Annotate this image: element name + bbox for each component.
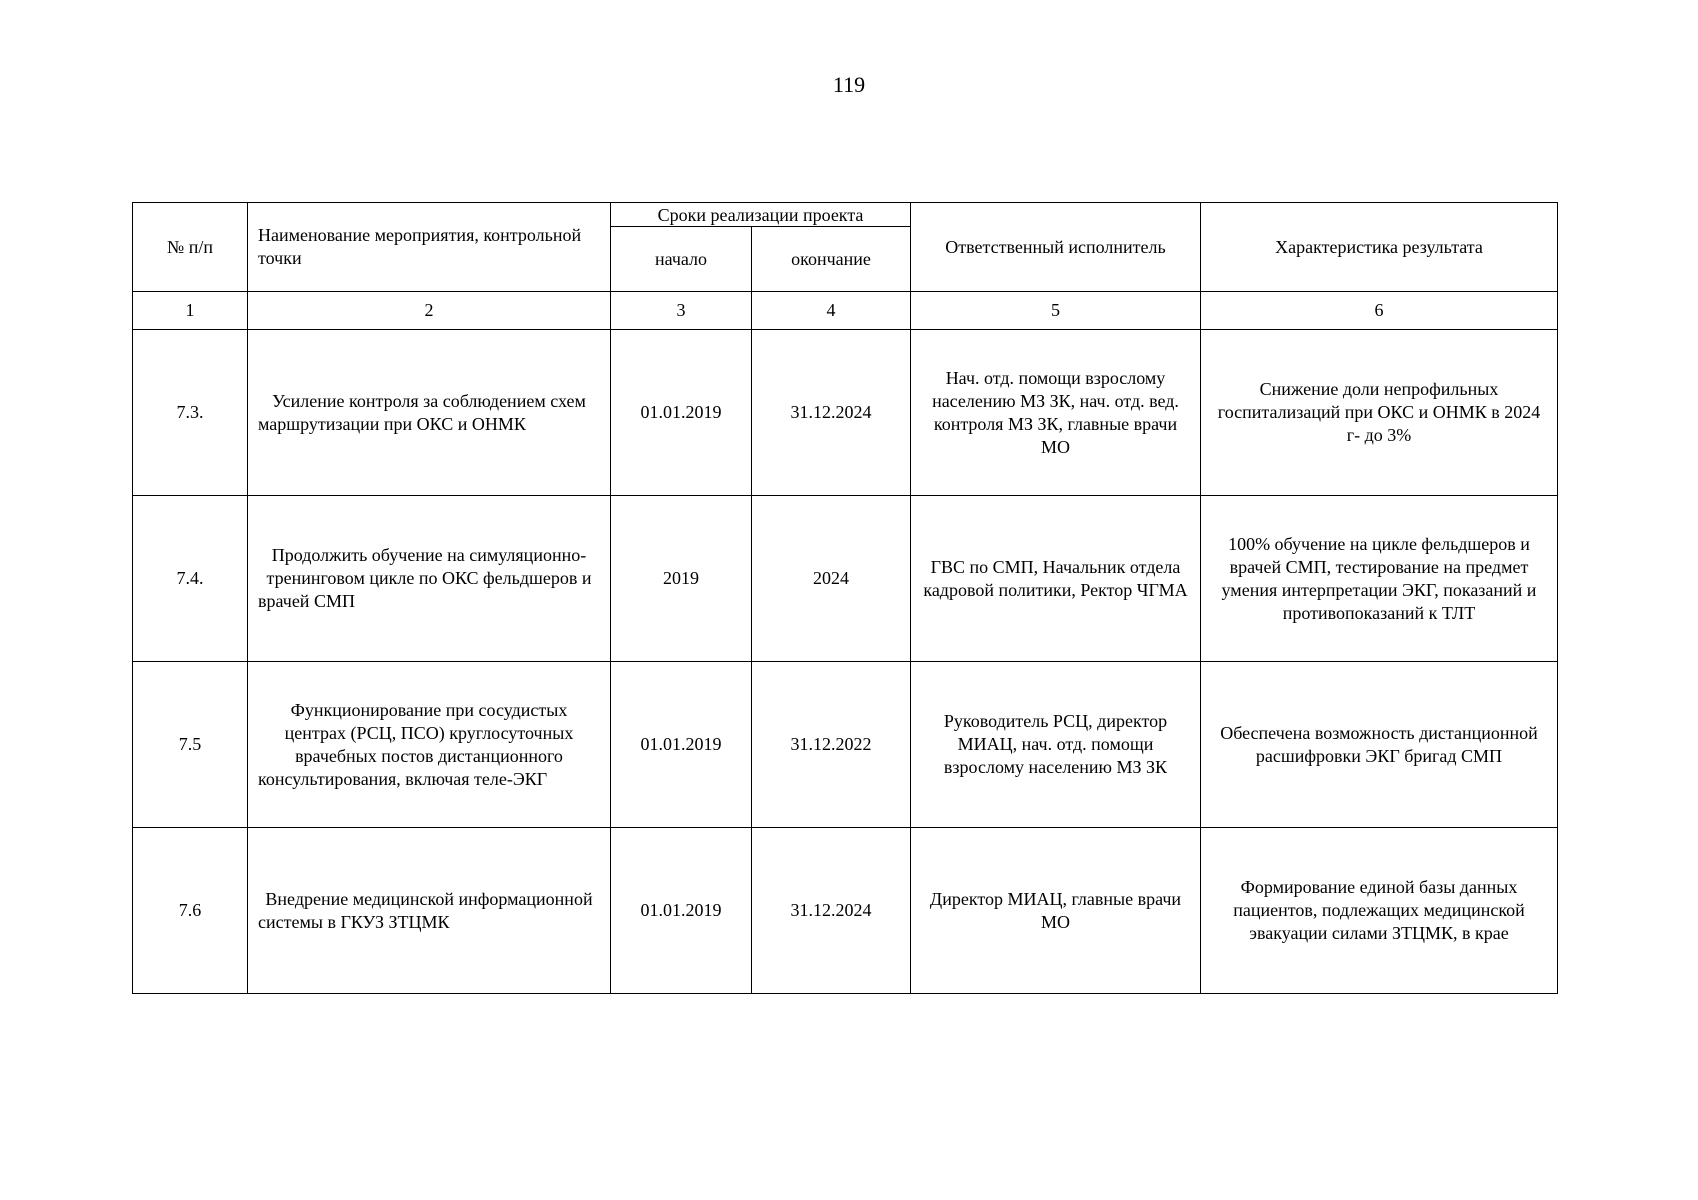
row-event-name: Внедрение медицинской информационной системы в ГКУЗ ЗТЦМК bbox=[248, 828, 611, 994]
row-result: Снижение доли непрофильных госпитализаций при ОКС и ОНМК в 2024 г- до 3% bbox=[1201, 330, 1558, 496]
table-header-row bbox=[133, 203, 1558, 227]
row-end-date: 31.12.2022 bbox=[752, 662, 911, 828]
table-row bbox=[133, 330, 1558, 496]
column-number: 2 bbox=[248, 292, 611, 330]
row-result: Формирование единой базы данных пациентов, подлежащих медицинской эвакуации силами ЗТЦМК, в крае bbox=[1201, 828, 1558, 994]
row-start-date: 01.01.2019 bbox=[611, 330, 752, 496]
row-start-date: 01.01.2019 bbox=[611, 828, 752, 994]
header-start: начало bbox=[611, 227, 752, 292]
header-number: № п/п bbox=[133, 203, 248, 292]
table-row bbox=[133, 662, 1558, 828]
row-event-name: Продолжить обучение на симуляционно-тренинговом цикле по ОКС фельдшеров и врачей СМП bbox=[248, 496, 611, 662]
header-responsible: Ответственный исполнитель bbox=[911, 203, 1201, 292]
row-responsible: Нач. отд. помощи взрослому населению МЗ ЗК, нач. отд. вед. контроля МЗ ЗК, главные врачи МО bbox=[911, 330, 1201, 496]
column-number: 1 bbox=[133, 292, 248, 330]
row-result: 100% обучение на цикле фельдшеров и врачей СМП, тестирование на предмет умения интерпретации ЭКГ, показаний и противопоказаний к ТЛТ bbox=[1201, 496, 1558, 662]
row-event-name: Функционирование при сосудистых центрах (РСЦ, ПСО) круглосуточных врачебных постов дистанционного консультирования, включая теле-ЭКГ bbox=[248, 662, 611, 828]
row-number: 7.6 bbox=[133, 828, 248, 994]
row-event-name: Усиление контроля за соблюдением схем маршрутизации при ОКС и ОНМК bbox=[248, 330, 611, 496]
row-number: 7.4. bbox=[133, 496, 248, 662]
column-number: 5 bbox=[911, 292, 1201, 330]
header-implementation-period: Сроки реализации проекта bbox=[611, 203, 911, 227]
column-number: 6 bbox=[1201, 292, 1558, 330]
table-row bbox=[133, 828, 1558, 994]
row-end-date: 31.12.2024 bbox=[752, 330, 911, 496]
table-row bbox=[133, 496, 1558, 662]
row-number: 7.5 bbox=[133, 662, 248, 828]
row-result: Обеспечена возможность дистанционной расшифровки ЭКГ бригад СМП bbox=[1201, 662, 1558, 828]
column-number: 4 bbox=[752, 292, 911, 330]
header-end: окончание bbox=[752, 227, 911, 292]
page-number: 119 bbox=[832, 72, 866, 97]
row-start-date: 2019 bbox=[611, 496, 752, 662]
row-responsible: Директор МИАЦ, главные врачи МО bbox=[911, 828, 1201, 994]
column-number: 3 bbox=[611, 292, 752, 330]
header-event-name: Наименование мероприятия, контрольной точки bbox=[248, 203, 611, 292]
row-start-date: 01.01.2019 bbox=[611, 662, 752, 828]
project-plan-table bbox=[132, 202, 1558, 994]
header-result: Характеристика результата bbox=[1201, 203, 1558, 292]
row-end-date: 2024 bbox=[752, 496, 911, 662]
column-number-row bbox=[133, 292, 1558, 330]
row-end-date: 31.12.2024 bbox=[752, 828, 911, 994]
row-responsible: Руководитель РСЦ, директор МИАЦ, нач. отд. помощи взрослому населению МЗ ЗК bbox=[911, 662, 1201, 828]
row-number: 7.3. bbox=[133, 330, 248, 496]
row-responsible: ГВС по СМП, Начальник отдела кадровой политики, Ректор ЧГМА bbox=[911, 496, 1201, 662]
